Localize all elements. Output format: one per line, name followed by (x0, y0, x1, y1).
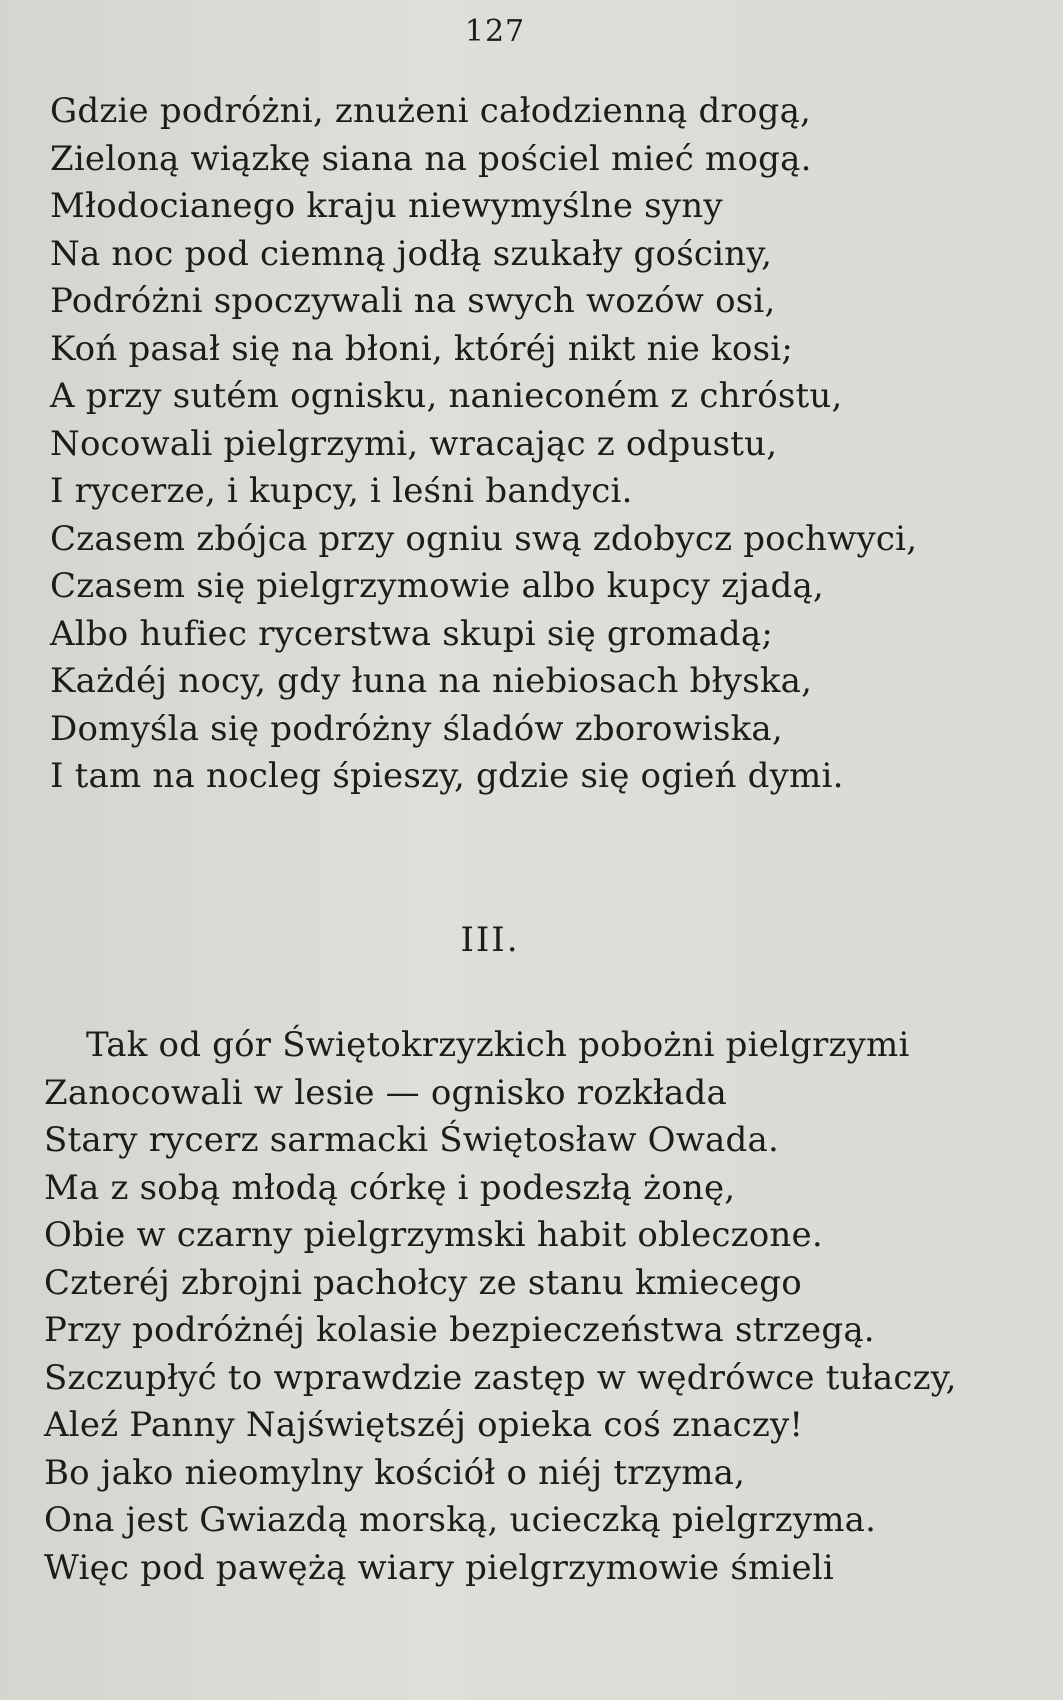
verse-line: Tak od gór Świętokrzyzkich pobożni pielgrzymi (86, 1025, 910, 1065)
verse-line: Aleź Panny Najświętszéj opieka coś znaczy! (44, 1405, 804, 1445)
verse-line: Na noc pod ciemną jodłą szukały gościny, (50, 233, 773, 274)
verse-line: I rycerze, i kupcy, i leśni bandyci. (50, 471, 633, 511)
verse-line: Podróżni spoczywali na swych wozów osi, (50, 281, 776, 321)
verse-line: I tam na nocleg śpieszy, gdzie się ogień dymi. (50, 756, 844, 796)
poem-stanza-1 (50, 88, 917, 801)
verse-line: Przy podróżnéj kolasie bezpieczeństwa strzegą. (44, 1310, 875, 1350)
verse-line: Ona jest Gwiazdą morską, ucieczką pielgrzyma. (44, 1500, 877, 1540)
verse-line: Domyśla się podróżny śladów zborowiska, (50, 708, 783, 749)
section-heading: III. (460, 920, 520, 960)
verse-line: A przy sutém ognisku, nanieconém z chróstu, (50, 376, 843, 416)
verse-line: Szczupłyć to wprawdzie zastęp w wędrówce tułaczy, (44, 1357, 957, 1398)
verse-line: Stary rycerz sarmacki Świętosław Owada. (44, 1120, 779, 1160)
verse-line: Obie w czarny pielgrzymski habit obleczone. (44, 1215, 823, 1255)
verse-line: Koń pasał się na błoni, któréj nikt nie kosi; (50, 328, 793, 369)
verse-line: Gdzie podróżni, znużeni całodzienną drogą, (50, 91, 812, 131)
verse-line: Nocowali pielgrzymi, wracając z odpustu, (50, 423, 778, 464)
verse-line: Czasem zbójca przy ogniu swą zdobycz pochwyci, (50, 518, 918, 559)
verse-line: Każdéj nocy, gdy łuna na niebiosach błyska, (50, 661, 813, 701)
verse-line: Ma z sobą młodą córkę i podeszłą żonę, (44, 1167, 736, 1208)
verse-line: Czasem się pielgrzymowie albo kupcy zjadą, (50, 566, 824, 606)
page-number: 127 (464, 14, 526, 49)
verse-line: Bo jako nieomylny kościół o niéj trzyma, (44, 1452, 746, 1493)
verse-line: Zanocowali w lesie — ognisko rozkłada (44, 1072, 727, 1113)
verse-line: Albo hufiec rycerstwa skupi się gromadą; (50, 613, 773, 654)
verse-line: Zieloną wiązkę siana na pościel mieć mogą. (50, 138, 812, 179)
verse-line: Czteréj zbrojni pachołcy ze stanu kmiecego (44, 1262, 802, 1303)
verse-line: Więc pod pawężą wiary pielgrzymowie śmieli (44, 1547, 834, 1588)
verse-line: Młodocianego kraju niewymyślne syny (50, 186, 723, 226)
poem-stanza-2 (44, 1022, 957, 1592)
